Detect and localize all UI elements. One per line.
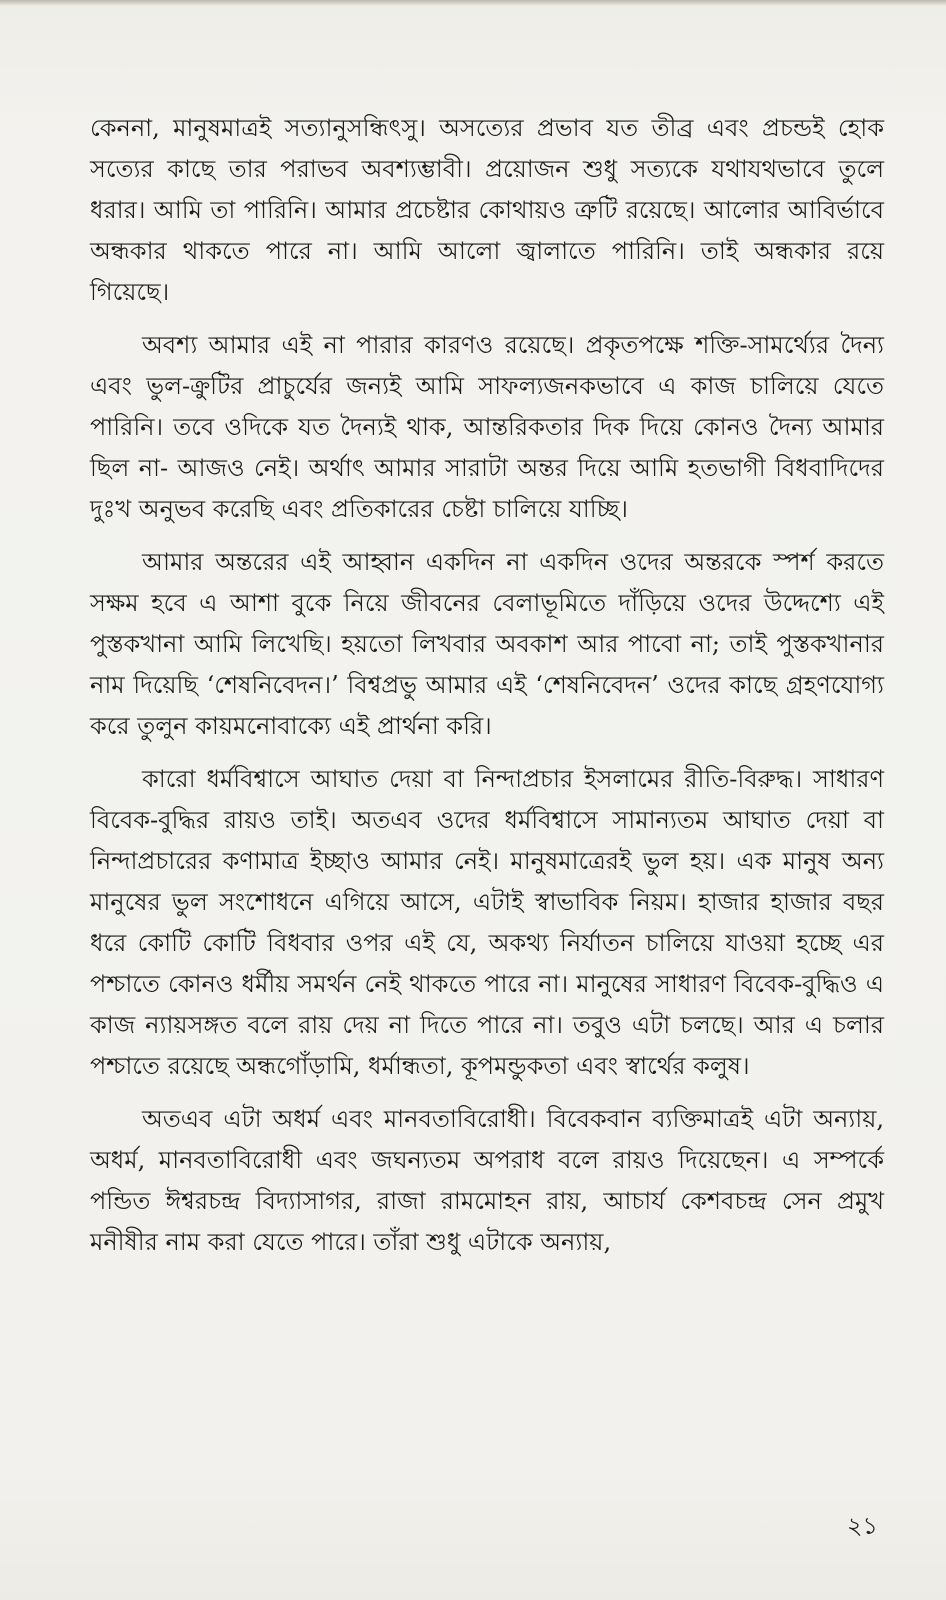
page-top-edge bbox=[0, 0, 946, 6]
paragraph-2: অবশ্য আমার এই না পারার কারণও রয়েছে। প্রকৃতপক্ষে শক্তি-সামর্থ্যের দৈন্য এবং ভুল-ক্রুটির প্রাচুর্যের জন্যই আমি সাফল্যজনকভাবে এ কাজ চালিয়ে যেতে পারিনি। তবে ওদিকে যত দৈন্যই থাক, আন্তরিকতার দিক দিয়ে কোনও দৈন্য আমার ছিল না- আজও নেই। অর্থাৎ আমার সারাটা অন্তর দিয়ে আমি হতভাগী বিধবাদিদের দুঃখ অনুভব করেছি এবং প্রতিকারের চেষ্টা চালিয়ে যাচ্ছি। bbox=[90, 331, 884, 523]
paragraph-3: আমার অন্তরের এই আহ্বান একদিন না একদিন ওদের অন্তরকে স্পর্শ করতে সক্ষম হবে এ আশা বুকে নিয়ে জীবনের বেলাভূমিতে দাঁড়িয়ে ওদের উদ্দেশ্যে এই পুস্তকখানা আমি লিখেছি। হয়তো লিখবার অবকাশ আর পাবো না; তাই পুস্তকখানার নাম দিয়েছি ‘শেষনিবেদন।’ বিশ্বপ্রভু আমার এই ‘শেষনিবেদন’ ওদের কাছে গ্রহণযোগ্য করে তুলুন কায়মনোবাক্যে এই প্রার্থনা করি। bbox=[90, 548, 884, 740]
paragraph-5: অতএব এটা অধর্ম এবং মানবতাবিরোধী। বিবেকবান ব্যক্তিমাত্রই এটা অন্যায়, অধর্ম, মানবতাবিরোধী এবং জঘন্যতম অপরাধ বলে রায়ও দিয়েছেন। এ সম্পর্কে পন্ডিত ঈশ্বরচন্দ্র বিদ্যাসাগর, রাজা রামমোহন রায়, আচার্য কেশবচন্দ্র সেন প্রমুখ মনীষীর নাম করা যেতে পারে। তাঁরা শুধু এটাকে অন্যায়, bbox=[90, 1105, 884, 1256]
paragraph-4: কারো ধর্মবিশ্বাসে আঘাত দেয়া বা নিন্দাপ্রচার ইসলামের রীতি-বিরুদ্ধ। সাধারণ বিবেক-বুদ্ধির রায়ও তাই। অতএব ওদের ধর্মবিশ্বাসে সামান্যতম আঘাত দেয়া বা নিন্দাপ্রচারের কণামাত্র ইচ্ছাও আমার নেই। মানুষমাত্রেরই ভুল হয়। এক মানুষ অন্য মানুষের ভুল সংশোধনে এগিয়ে আসে, এটাই স্বাভাবিক নিয়ম। হাজার হাজার বছর ধরে কোটি কোটি বিধবার ওপর এই যে, অকথ্য নির্যাতন চালিয়ে যাওয়া হচ্ছে এর পশ্চাতে কোনও ধর্মীয় সমর্থন নেই থাকতে পারে না। মানুষের সাধারণ বিবেক-বুদ্ধিও এ কাজ ন্যায়সঙ্গত বলে রায় দেয় না দিতে পারে না। তবুও এটা চলছে। আর এ চলার পশ্চাতে রয়েছে অন্ধগোঁড়ামি, ধর্মান্ধতা, কূপমন্ডুকতা এবং স্বার্থের কলুষ। bbox=[90, 765, 884, 1080]
page-number: ২১ bbox=[846, 1512, 878, 1540]
body-text bbox=[90, 108, 884, 1275]
paragraph-1: কেননা, মানুষমাত্রই সত্যানুসন্ধিৎসু। অসত্যের প্রভাব যত তীব্র এবং প্রচন্ডই হোক সত্যের কাছে তার পরাভব অবশ্যম্ভাবী। প্রয়োজন শুধু সত্যকে যথাযথভাবে তুলে ধরার। আমি তা পারিনি। আমার প্রচেষ্টার কোথায়ও ত্রুটি রয়েছে। আলোর আবির্ভাবে অন্ধকার থাকতে পারে না। আমি আলো জ্বালাতে পারিনি। তাই অন্ধকার রয়ে গিয়েছে। bbox=[90, 114, 884, 306]
